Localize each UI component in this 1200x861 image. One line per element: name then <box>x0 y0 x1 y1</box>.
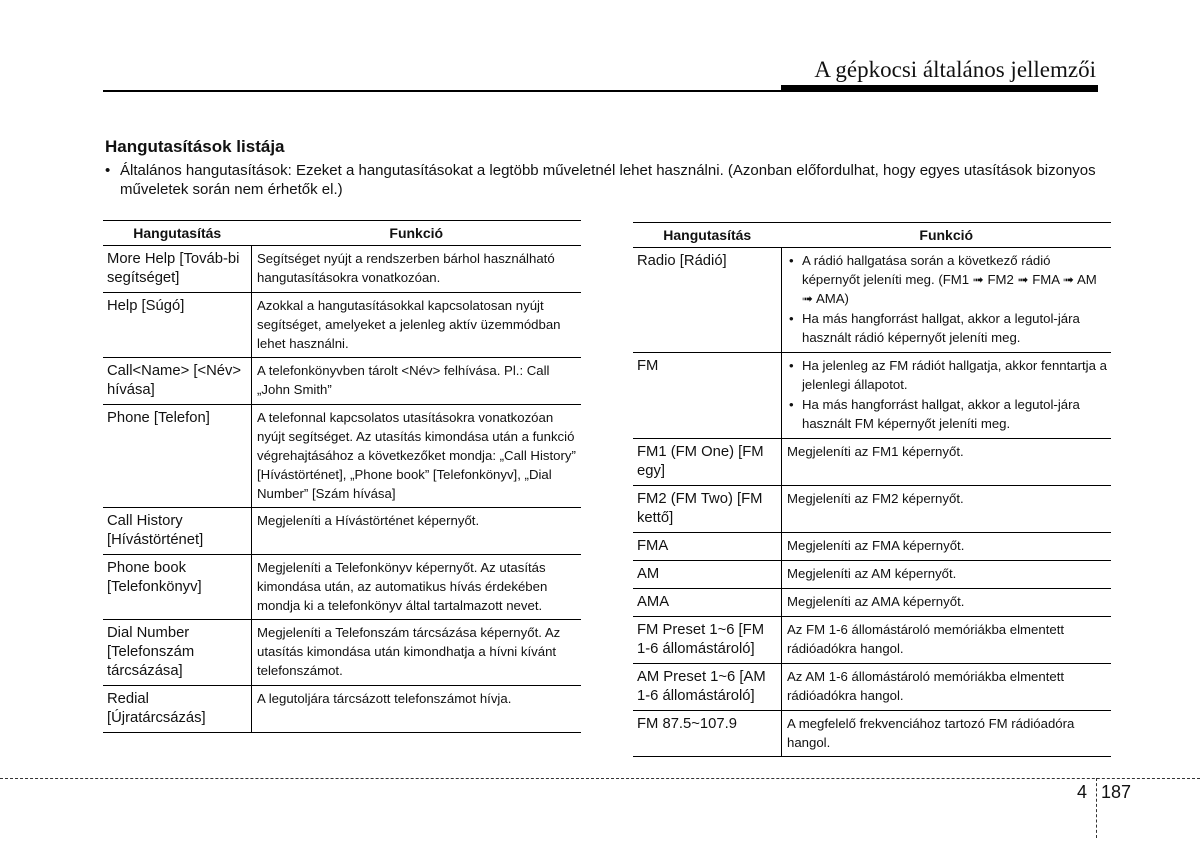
table-row <box>103 555 581 620</box>
function-cell: Megjeleníti az AMA képernyőt. <box>782 589 1112 617</box>
intro-paragraph <box>105 161 1100 199</box>
function-cell: Megjeleníti az FMA képernyőt. <box>782 533 1112 561</box>
function-cell: Megjeleníti a Telefonkönyv képernyőt. Az utasítás kimondása után, az automatikus hívás érdekében mondja ki a telefonkönyv által tartalmazott nevet. <box>252 555 582 620</box>
function-bullet-list <box>787 251 1107 347</box>
table-row <box>633 439 1111 486</box>
function-cell: Megjeleníti az AM képernyőt. <box>782 561 1112 589</box>
command-cell: More Help [Továb-bi segítséget] <box>103 246 252 293</box>
page-number: 187 <box>1101 782 1132 802</box>
command-cell: Call<Name> [<Név> hívása] <box>103 358 252 405</box>
table-row <box>633 664 1111 711</box>
function-bullet-item: • Ha más hangforrást hallgat, akkor a legutol-jára használt FM képernyőt jeleníti meg. <box>787 395 1107 433</box>
table-row <box>103 358 581 405</box>
voice-commands-table-right <box>633 222 1111 757</box>
table-row <box>103 686 581 733</box>
table-row <box>103 405 581 508</box>
command-cell: FM 87.5~107.9 <box>633 711 782 757</box>
table-row <box>103 508 581 555</box>
table-row <box>103 293 581 358</box>
table-row <box>633 248 1111 353</box>
function-cell: A telefonkönyvben tárolt <Név> felhívása. Pl.: Call „John Smith” <box>252 358 582 405</box>
function-cell: Megjeleníti az FM2 képernyőt. <box>782 486 1112 533</box>
function-cell: Azokkal a hangutasításokkal kapcsolatosan nyújt segítséget, amelyeket a jelenleg aktív üzemmódban lehet használni. <box>252 293 582 358</box>
table-header-row <box>103 221 581 246</box>
command-cell: FM2 (FM Two) [FM kettő] <box>633 486 782 533</box>
function-cell <box>782 353 1112 439</box>
command-cell: Help [Súgó] <box>103 293 252 358</box>
command-cell: AMA <box>633 589 782 617</box>
command-cell: Call History [Hívástörténet] <box>103 508 252 555</box>
table-row <box>633 533 1111 561</box>
section-title: Hangutasítások listája <box>105 137 285 156</box>
col-header-command: Hangutasítás <box>103 221 252 246</box>
command-cell: Dial Number [Telefonszám tárcsázása] <box>103 620 252 686</box>
function-cell <box>782 248 1112 353</box>
table-row <box>633 486 1111 533</box>
table-row <box>633 711 1111 757</box>
chapter-number: 4 <box>1077 782 1088 802</box>
function-cell: Az FM 1-6 állomástároló memóriákba elmentett rádióadókra hangol. <box>782 617 1112 664</box>
command-cell: FM Preset 1~6 [FM 1-6 állomástároló] <box>633 617 782 664</box>
function-bullet-item: • Ha jelenleg az FM rádiót hallgatja, akkor fenntartja a jelenlegi állapotot. <box>787 356 1107 394</box>
header-bar <box>781 85 1098 92</box>
function-cell: Segítséget nyújt a rendszerben bárhol használható hangutasításokra vonatkozóan. <box>252 246 582 293</box>
page-header-title: A gépkocsi általános jellemzői <box>814 57 1096 82</box>
command-cell: AM <box>633 561 782 589</box>
function-bullet-item: • Ha más hangforrást hallgat, akkor a legutol-jára használt rádió képernyőt jeleníti meg. <box>787 309 1107 347</box>
bullet-glyph: • <box>105 162 111 179</box>
voice-commands-table-left <box>103 220 581 733</box>
footer-dashed-divider <box>1096 778 1097 838</box>
function-cell: Az AM 1-6 állomástároló memóriákba elmentett rádióadókra hangol. <box>782 664 1112 711</box>
function-cell: Megjeleníti az FM1 képernyőt. <box>782 439 1112 486</box>
command-cell: FMA <box>633 533 782 561</box>
function-cell: A telefonnal kapcsolatos utasításokra vonatkozóan nyújt segítséget. Az utasítás kimondása után a funkció végrehajtásához a következőket mondja: „Call History” [Hívástörténet], „Phone book” [Telefonkönyv], „Dial Number” [Szám hívása] <box>252 405 582 508</box>
function-cell: A megfelelő frekvenciához tartozó FM rádióadóra hangol. <box>782 711 1112 757</box>
command-cell: FM1 (FM One) [FM egy] <box>633 439 782 486</box>
command-cell: FM <box>633 353 782 439</box>
command-cell: Phone book [Telefonkönyv] <box>103 555 252 620</box>
table-row <box>633 561 1111 589</box>
table-row <box>633 353 1111 439</box>
footer-dashed-rule <box>0 778 1200 779</box>
command-cell: Phone [Telefon] <box>103 405 252 508</box>
function-bullet-item: • A rádió hallgatása során a következő rádió képernyőt jeleníti meg. (FM1 ➟ FM2 ➟ FMA ➟ AM ➟ AMA) <box>787 251 1107 308</box>
table-header-row <box>633 223 1111 248</box>
intro-text: Általános hangutasítások: Ezeket a hangutasításokat a legtöbb műveletnél lehet használni. (Azonban előfordulhat, hogy egyes utasítások bizonyos műveletek során nem érhetők el.) <box>120 162 1096 198</box>
col-header-command: Hangutasítás <box>633 223 782 248</box>
command-cell: AM Preset 1~6 [AM 1-6 állomástároló] <box>633 664 782 711</box>
function-cell: Megjeleníti a Hívástörténet képernyőt. <box>252 508 582 555</box>
function-cell: Megjeleníti a Telefonszám tárcsázása képernyőt. Az utasítás kimondása után kimondhatja a hívni kívánt telefonszámot. <box>252 620 582 686</box>
col-header-function: Funkció <box>782 223 1112 248</box>
command-cell: Radio [Rádió] <box>633 248 782 353</box>
function-bullet-list <box>787 356 1107 433</box>
table-row <box>633 589 1111 617</box>
command-cell: Redial [Újratárcsázás] <box>103 686 252 733</box>
table-row <box>103 620 581 686</box>
table-row <box>103 246 581 293</box>
col-header-function: Funkció <box>252 221 582 246</box>
function-cell: A legutoljára tárcsázott telefonszámot hívja. <box>252 686 582 733</box>
table-row <box>633 617 1111 664</box>
